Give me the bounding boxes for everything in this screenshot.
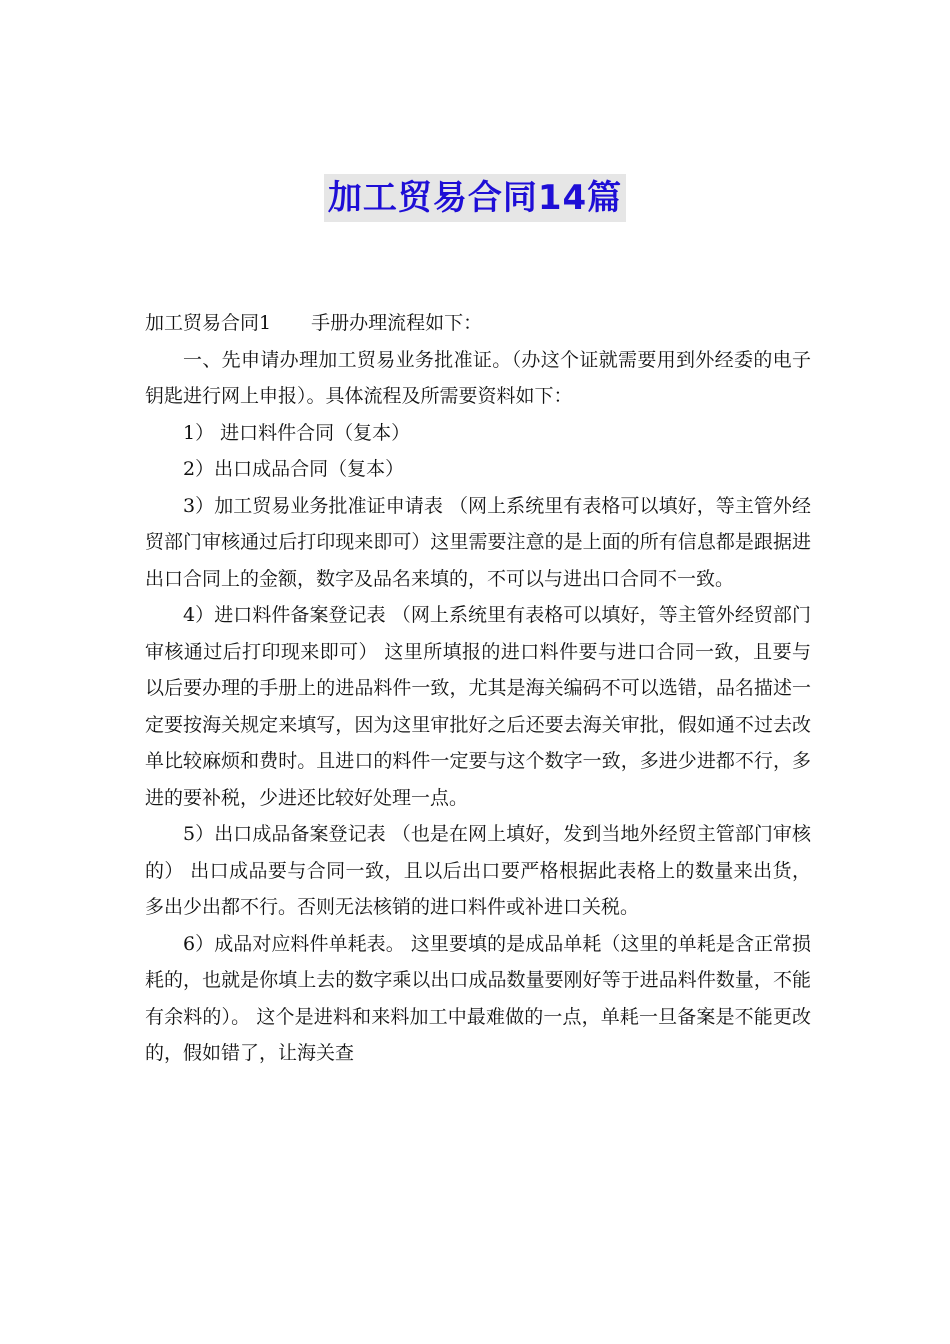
section-subtitle: 手册办理流程如下： bbox=[311, 312, 483, 334]
paragraph-item-1: 1） 进口料件合同（复本） bbox=[183, 421, 411, 444]
paragraph-item-6: 6）成品对应料件单耗表。 这里要填的是成品单耗（这里的单耗是含正常损耗的，也就是你填上去的数字乘以出口成品数量要刚好等于进品料件数量，不能有余料的）。 这个是进料和来料加工中最难做的一点，单耗一旦备案是不能更改的，假如错了，让海关查 bbox=[145, 932, 811, 1064]
paragraph-item-5: 5）出口成品备案登记表 （也是在网上填好，发到当地外经贸主管部门审核的） 出口成品要与合同一致，且以后出口要严格根据此表格上的数量来出货，多出少出都不行。否则无法核销的进口料件或补进口关税。 bbox=[145, 823, 811, 918]
document-title: 加工贸易合同14篇 bbox=[324, 174, 626, 222]
paragraph-item-3: 3）加工贸易业务批准证申请表 （网上系统里有表格可以填好，等主管外经贸部门审核通过后打印现来即可）这里需要注意的是上面的所有信息都是跟据进出口合同上的金额，数字及品名来填的，不可以与进出口合同不一致。 bbox=[145, 494, 811, 590]
title-container bbox=[0, 174, 950, 222]
paragraph-item-4: 4）进口料件备案登记表 （网上系统里有表格可以填好，等主管外经贸部门审核通过后打印现来即可） 这里所填报的进口料件要与进口合同一致，且要与以后要办理的手册上的进品料件一致，尤其是海关编码不可以选错，品名描述一定要按海关规定来填写，因为这里审批好之后还要去海关审批，假如通不过去改单比较麻烦和费时。且进口的料件一定要与这个数字一致，多进少进都不行，多进的要补税，少进还比较好处理一点。 bbox=[145, 604, 811, 809]
paragraph-item-2: 2）出口成品合同（复本） bbox=[183, 458, 405, 480]
document-body bbox=[145, 305, 811, 1072]
section-heading bbox=[145, 305, 811, 342]
section-label: 加工贸易合同1 bbox=[145, 312, 272, 334]
paragraph-intro: 一、先申请办理加工贸易业务批准证。（办这个证就需要用到外经委的电子钥匙进行网上申报）。具体流程及所需要资料如下： bbox=[145, 348, 811, 407]
